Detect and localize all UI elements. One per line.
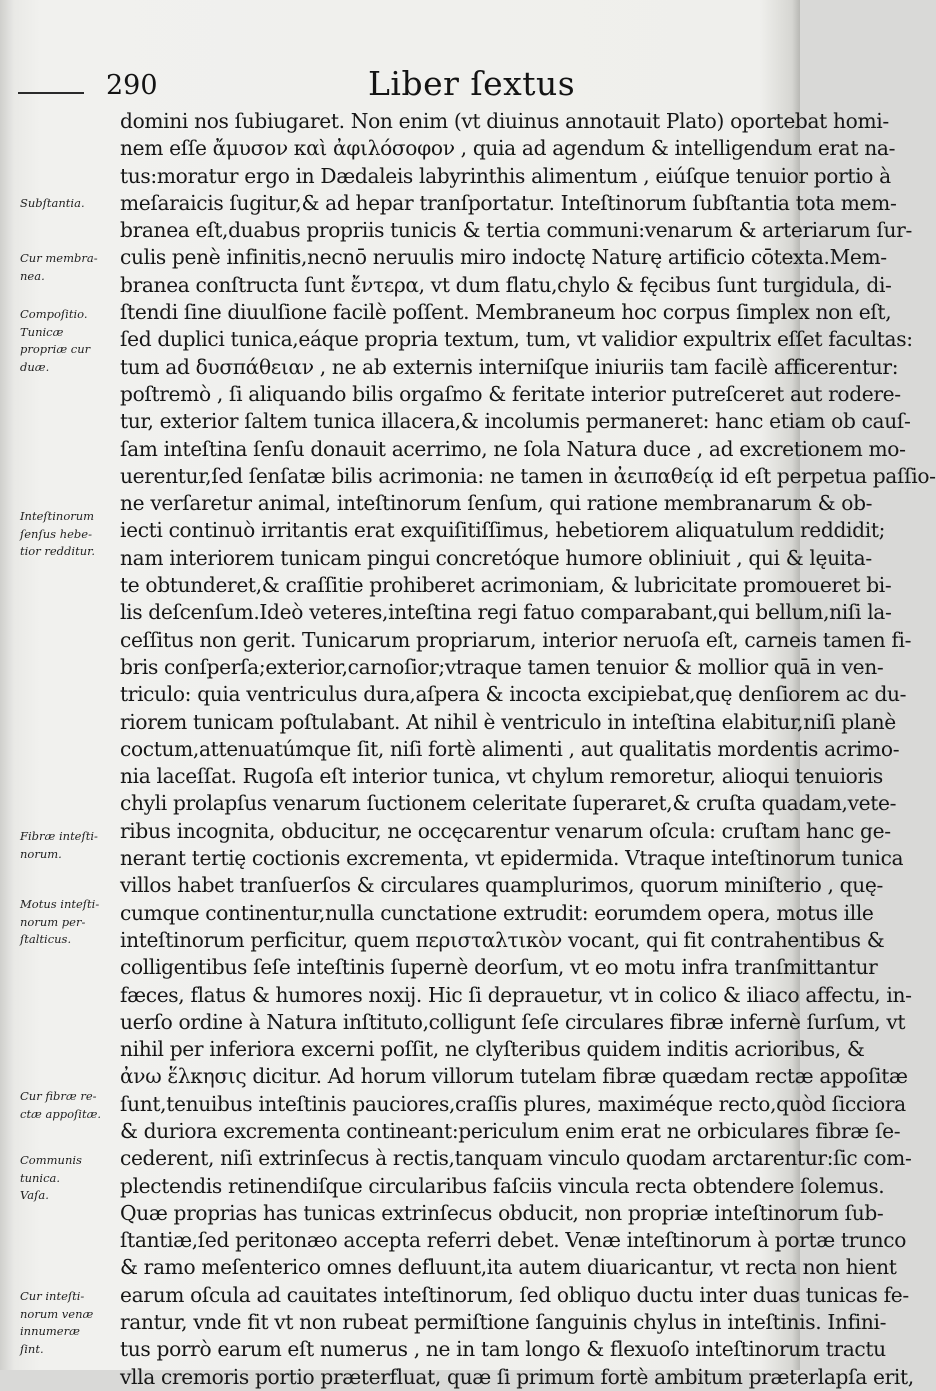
margin-note	[20, 250, 118, 285]
page-header	[0, 62, 800, 106]
margin-note-line: Communis	[20, 1153, 82, 1167]
text-line: & ramo meſenterico omnes defluunt,ita autem diuaricantur, vt recta non hient	[120, 1255, 897, 1280]
text-line: plectendis retinendiſque circularibus faſciis vincula recta obtendere ſolemus.	[120, 1173, 885, 1198]
text-line: ſtantiæ,ſed peritonæo accepta referri debet. Venæ inteſtinorum à portæ trunco	[120, 1228, 907, 1253]
margin-note	[20, 896, 118, 949]
margin-note-line: Cur inteſti-	[20, 1289, 85, 1303]
text-line: lis deſcenſum.Ideò veteres,inteſtina regi fatuo comparabant,qui bellum,niſi la-	[120, 600, 892, 625]
margin-notes	[0, 0, 118, 1370]
margin-note-line: Inteſtinorum	[20, 509, 95, 523]
text-line: tur, exterior ſaltem tunica illacera,& incolumis permaneret: hanc etiam ob cauſ-	[120, 409, 911, 434]
margin-note-line: norum.	[20, 846, 62, 861]
text-line: uerentur,ſed ſenſatæ bilis acrimonia: ne tamen in ἀειπαθείᾳ id eſt perpetua paſſio-	[120, 463, 936, 488]
margin-note	[20, 1288, 118, 1358]
text-line: colligentibus ſeſe inteſtinis ſupernè deorſum, vt eo motu infra tranſmittantur	[120, 955, 878, 980]
margin-note	[20, 1152, 118, 1205]
text-line: ſunt,tenuibus inteſtinis pauciores,craſſis plures, maximéque recto,quòd ſicciora	[120, 1091, 906, 1116]
text-line: poſtremò , ſi aliquando bilis orgaſmo & feritate interior putreſceret aut rodere-	[120, 381, 901, 406]
margin-note-line: Subſtantia.	[20, 196, 85, 210]
text-line: ceſſitus non gerit. Tunicarum propriarum, interior neruoſa eſt, carneis tamen fi-	[120, 627, 912, 652]
text-line: cederent, niſi extrinſecus à rectis,tanquam vinculo quodam arctarentur:ſic com-	[120, 1146, 912, 1171]
margin-note-line: Cur membra-	[20, 251, 98, 265]
margin-note-line: ſint.	[20, 1341, 44, 1356]
text-line: branea conſtructa ſunt ἔντερα, vt dum flatu,chylo & fęcibus ſunt turgidula, di-	[120, 272, 892, 297]
text-line: villos habet tranſuerſos & circulares quamplurimos, quorum miniſterio , quę-	[120, 873, 883, 898]
text-line: te obtunderet,& craſſitie prohiberet acrimoniam, & lubricitate promoueret bi-	[120, 573, 892, 598]
margin-note-line: Tunicæ	[20, 324, 64, 339]
margin-note-line: norum per-	[20, 914, 86, 929]
margin-note-line: Vaſa.	[20, 1188, 49, 1202]
margin-note-line: nea.	[20, 268, 45, 283]
text-line: nam interiorem tunicam pingui concretóque humore obliniuit , qui & lęuita-	[120, 545, 872, 570]
text-line: ne verſaretur animal, inteſtinorum ſenſum, qui ratione membranarum & ob-	[120, 491, 873, 516]
margin-note	[20, 508, 118, 561]
text-line: Quæ proprias has tunicas extrinſecus obducit, non propriæ inteſtinorum ſub-	[120, 1200, 884, 1225]
text-line: ſed duplici tunica,eáque propria textum, tum, vt validior expultrix eſſet facultas:	[120, 327, 913, 352]
text-line: ſam inteſtina ſenſu donauit acerrimo, ne ſola Natura duce , ad excretionem mo-	[120, 436, 906, 461]
text-line: ſtendi ſine diuulſione facilè poſſent. Membraneum hoc corpus ſimplex non eſt,	[120, 300, 892, 325]
text-line: inteſtinorum perficitur, quem περισταλτικὸν vocant, qui fit contrahentibus &	[120, 927, 885, 952]
text-line: uerſo ordine à Natura inſtituto,colligunt ſeſe circulares fibræ infernè ſurſum, vt	[120, 1009, 906, 1034]
margin-note-line: ſenſus hebe-	[20, 526, 92, 541]
text-line: ribus incognita, obducitur, ne occęcarentur venarum oſcula: cruſtam hanc ge-	[120, 818, 891, 843]
text-line: nem eſſe ἄμυσον καὶ ἀφιλόσοφον , quia ad agendum & intelligendum erat na-	[120, 136, 896, 161]
text-line: triculo: quia ventriculus dura,aſpera & incocta excipiebat,quę denſiorem ac du-	[120, 682, 907, 707]
margin-note-line: Cur fibræ re-	[20, 1089, 97, 1103]
margin-note	[20, 306, 118, 376]
margin-note-line: norum venæ	[20, 1306, 94, 1321]
text-line: bris conſperſa;exterior,carnoſior;vtraque tamen tenuior & mollior quā in ven-	[120, 654, 884, 679]
text-line: riorem tunicam poſtulabant. At nihil è ventriculo in inteſtina elabitur,niſi planè	[120, 709, 896, 734]
text-line: branea eſt,duabus propriis tunicis & tertia communi:venarum & arteriarum ſur-	[120, 218, 912, 243]
margin-note-line: innumeræ	[20, 1324, 80, 1338]
text-line: domini nos ſubiugaret. Non enim (vt diuinus annotauit Plato) oportebat homi-	[120, 109, 889, 133]
text-line: nihil per inferiora excerni poſſit, ne clyſteribus quidem inditis acrioribus, &	[120, 1037, 865, 1062]
margin-note	[20, 195, 118, 213]
margin-note-line: tunica.	[20, 1170, 61, 1185]
text-line: tus:moratur ergo in Dædaleis labyrinthis alimentum , eiúſque tenuior portio à	[120, 163, 891, 188]
margin-note-line: Motus inteſti-	[20, 897, 100, 911]
page-number: 290	[106, 70, 158, 101]
text-line: rantur, vnde fit vt non rubeat permiſtione ſanguinis chylus in inteſtinis. Infini-	[120, 1310, 887, 1335]
text-line: & duriora excrementa contineant:periculum enim erat ne orbiculares fibræ ſe-	[120, 1118, 901, 1143]
text-line: iecti continuò irritantis erat exquiſitiſſimus, hebetiorem aliquatulum reddidit;	[120, 518, 886, 543]
margin-note-line: Fibræ inteſti-	[20, 829, 98, 843]
margin-note-line: ſtalticus.	[20, 932, 72, 946]
text-line: meſaraicis ſugitur,& ad hepar tranſportatur. Inteſtinorum ſubſtantia tota mem-	[120, 190, 897, 215]
margin-note-line: tior redditur.	[20, 544, 95, 558]
running-title: Liber ſextus	[368, 64, 576, 103]
text-line: nerant tertię coctionis excrementa, vt epidermida. Vtraque inteſtinorum tunica	[120, 846, 904, 871]
text-line: chyli prolapſus venarum ſuctionem celeritate ſuperaret,& cruſta quadam,vete-	[120, 791, 897, 816]
margin-note-line: Compoſitio.	[20, 307, 88, 321]
text-line: cumque continentur,nulla cunctatione extrudit: eorumdem opera, motus ille	[120, 900, 874, 925]
main-text-column	[120, 108, 936, 1391]
text-line: nia laceſſat. Rugoſa eſt interior tunica, vt chylum remoretur, alioqui tenuioris	[120, 764, 883, 789]
text-line: coctum,attenuatúmque ſit, niſi fortè alimenti , aut qualitatis mordentis acrimo-	[120, 736, 900, 761]
margin-note-line: duæ.	[20, 359, 50, 374]
text-line: fæces, flatus & humores noxij. Hic ſi deprauetur, vt in colico & iliaco affectu, in-	[120, 982, 912, 1007]
text-line: vlla cremoris portio præterfluat, quæ ſi primum fortè ambitum præterlapſa erit,	[120, 1364, 914, 1389]
text-line: culis penè infinitis,necnō neruulis miro indoctę Naturę artificio cōtexta.Mem-	[120, 245, 887, 270]
text-line: tum ad δυσπάθειαν , ne ab externis interniſque iniuriis tam facilè afficerentur:	[120, 354, 899, 379]
margin-note	[20, 1088, 118, 1123]
text-line: ἀνω ἕλκησις dicitur. Ad horum villorum tutelam fibræ quædam rectæ appoſitæ	[120, 1064, 908, 1089]
margin-note-line: ctæ appoſitæ.	[20, 1106, 102, 1121]
text-line: earum oſcula ad cauitates inteſtinorum, ſed obliquo ductu inter duas tunicas fe-	[120, 1282, 909, 1307]
margin-note	[20, 828, 118, 863]
margin-note-line: propriæ cur	[20, 342, 91, 356]
text-line: tus porrò earum eſt numerus , ne in tam longo & flexuoſo inteſtinorum tractu	[120, 1337, 886, 1362]
